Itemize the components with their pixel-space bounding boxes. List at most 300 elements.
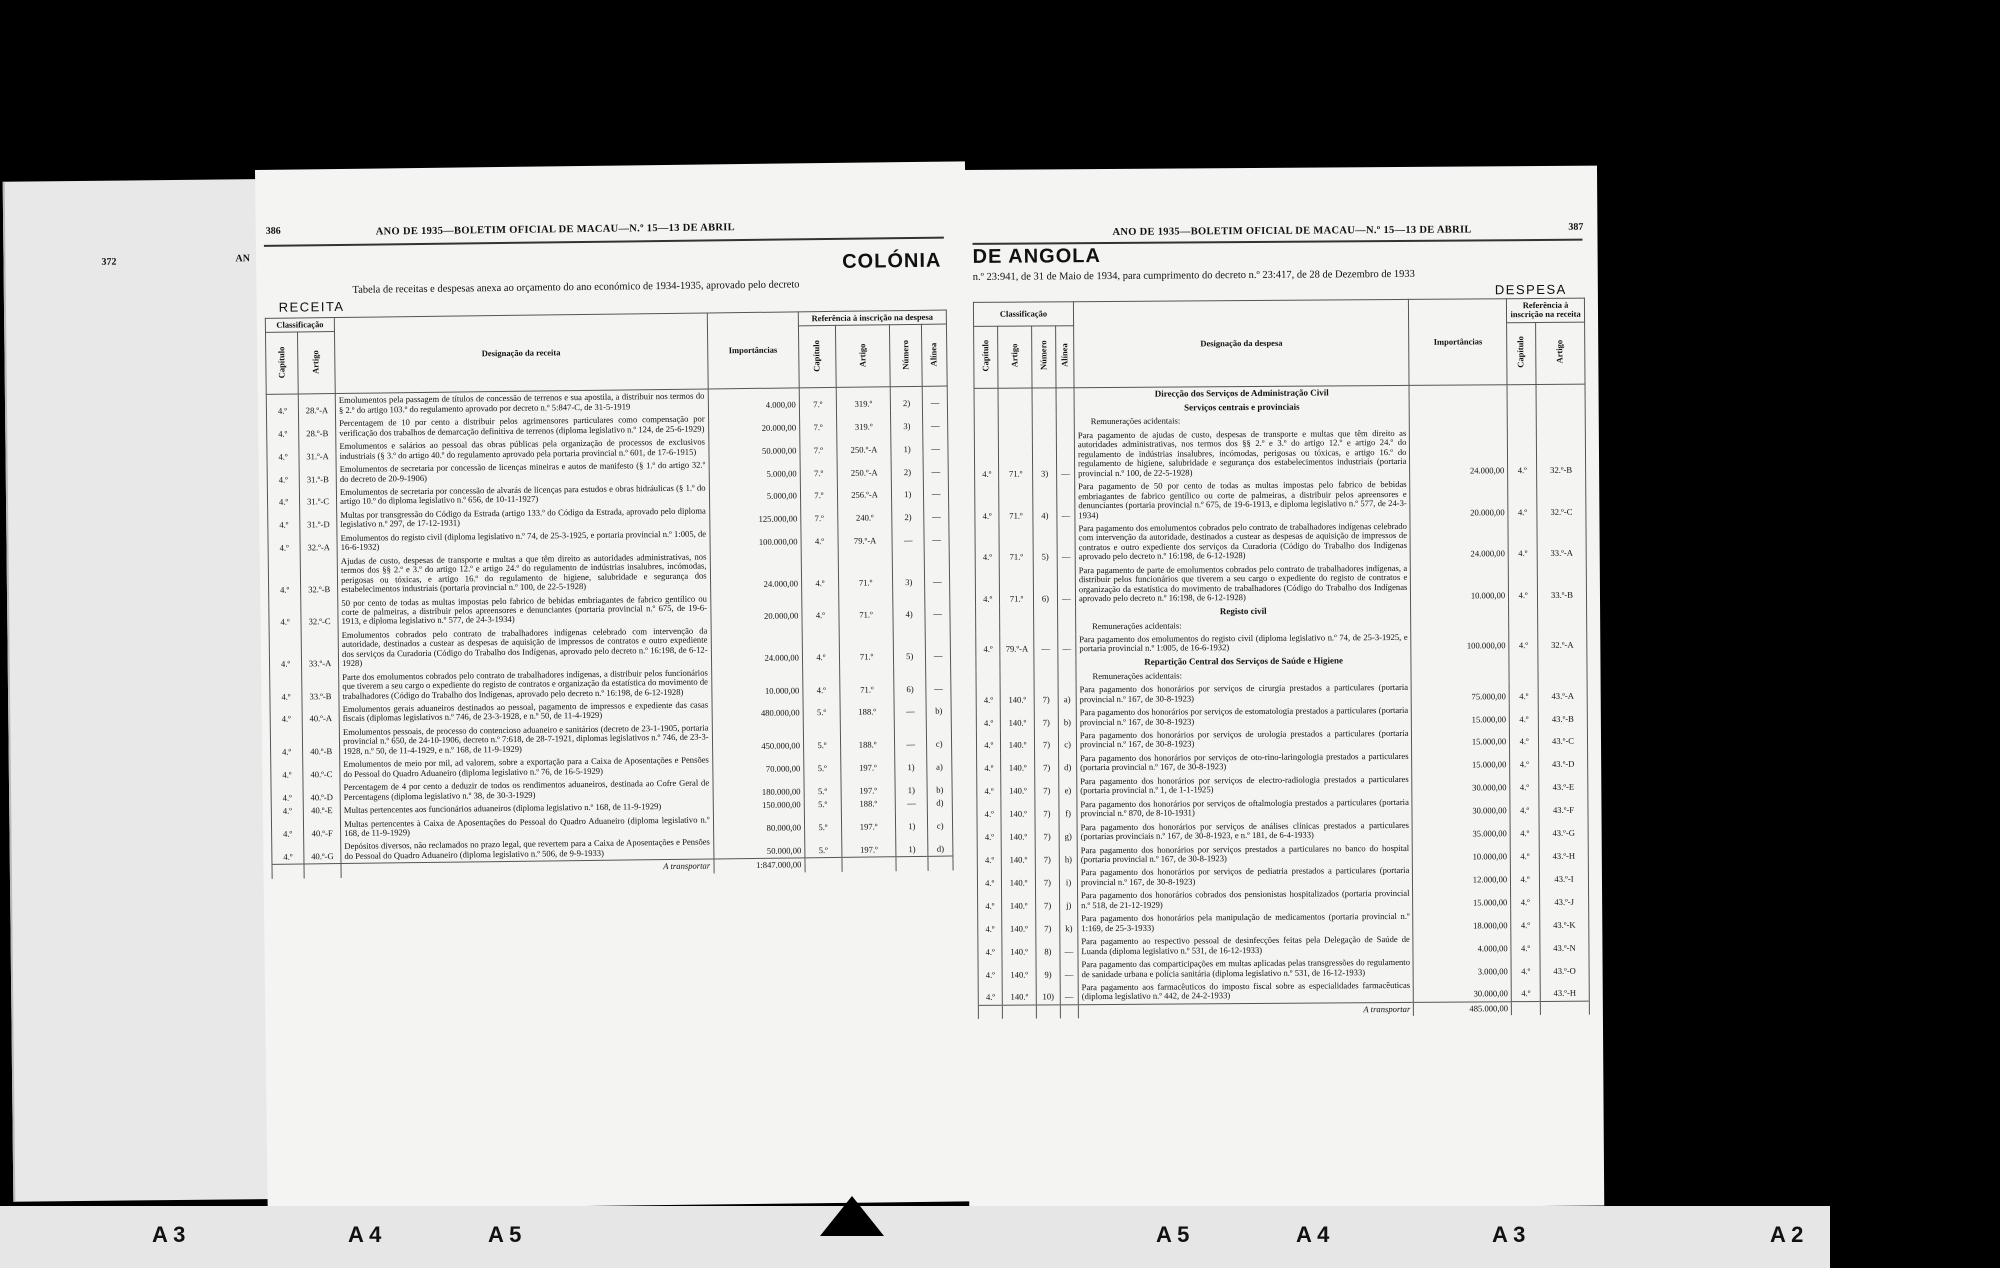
subheading: Remunerações acidentais: xyxy=(1076,668,1412,684)
frame-mark: A 4 xyxy=(348,1222,382,1247)
ref-alinea-cell: d) xyxy=(928,833,953,857)
numero-cell: — xyxy=(1033,633,1058,656)
ref-numero-cell: 5) xyxy=(893,622,926,664)
capitulo-cell: 4.º xyxy=(267,464,299,487)
ref-alinea-cell: — xyxy=(923,456,948,479)
ref-artigo-cell: 240.º xyxy=(838,502,893,526)
capitulo-cell: 4.º xyxy=(978,890,1003,913)
importancia-cell: 5.000,00 xyxy=(709,480,801,504)
referencia-header: Referência à inscrição na receita xyxy=(1507,298,1585,322)
ref-capitulo-header: Capítulo xyxy=(1515,336,1526,368)
importancia-cell: 70.000,00 xyxy=(712,753,804,777)
empty-cell xyxy=(1410,399,1508,414)
ref-artigo-cell: 43.º-D xyxy=(1539,749,1588,772)
designacao-cell: Para pagamento ao respectivo pessoal de desinfecções feitas pela Delegação de Saúde de Luanda (diploma legislativo n.º 531, de 16-12-1933) xyxy=(1078,933,1414,958)
empty-cell xyxy=(1509,653,1538,667)
importancia-cell: 3.000,00 xyxy=(1413,955,1511,979)
capitulo-cell: 4.º xyxy=(976,634,1001,657)
capitulo-cell: 4.º xyxy=(267,486,299,509)
ref-artigo-cell: 71.º xyxy=(839,590,894,623)
ref-alinea-cell: c) xyxy=(928,810,953,833)
ref-artigo-cell: 32.º-C xyxy=(1537,477,1586,519)
ref-numero-cell: 4) xyxy=(893,589,925,622)
designacao-cell: Multas por transgressão do Código da Estrada (artigo 133.º do Código da Estrada, aprovado pelo diploma legislativo n.º 297, de 17-12-1931) xyxy=(337,504,710,531)
ref-artigo-cell: 33.º-B xyxy=(1537,560,1586,602)
ref-artigo-cell: 43.º-H xyxy=(1539,840,1588,863)
numero-cell: 7) xyxy=(1035,798,1060,821)
artigo-cell: 40.º-C xyxy=(303,758,340,781)
designacao-cell: Para pagamento dos honorários por serviços prestados a particulares no banco do hospital (portaria provincial n.º 167, de 30-8-1923) xyxy=(1077,841,1413,866)
ref-artigo-cell: 43.º-A xyxy=(1538,680,1587,703)
designacao-cell: Multas pertencentes à Caixa de Aposentações do Pessoal do Quadro Aduaneiro (diploma legislativo n.º 168, de 11-9-1929) xyxy=(340,813,713,840)
capitulo-cell: 4.º xyxy=(270,703,302,726)
designacao-cell: Para pagamento dos honorários por serviços de pediatria prestados a particulares (portaria provincial n.º 167, de 30-8-1923) xyxy=(1077,864,1413,889)
artigo-cell: 140.º xyxy=(1001,684,1034,707)
ref-capitulo-cell: 4.º xyxy=(802,665,839,698)
alinea-cell: h) xyxy=(1059,844,1077,867)
importancia-cell: 150.000,00 xyxy=(713,798,804,813)
numero-cell: 7) xyxy=(1034,775,1059,798)
page-title: COLÓNIA xyxy=(842,249,942,273)
importancia-cell: 35.000,00 xyxy=(1412,818,1510,842)
right-page-number: 387 xyxy=(1568,221,1584,233)
importancias-header: Importâncias xyxy=(1409,299,1507,385)
ref-artigo-cell: 32.º-A xyxy=(1538,630,1587,653)
ref-alinea-cell: a) xyxy=(927,751,952,774)
numero-header: Número xyxy=(1037,340,1049,371)
ref-artigo-cell: 43.º-H xyxy=(1540,978,1589,1002)
ref-capitulo-cell: 4.º xyxy=(1509,630,1538,653)
capitulo-cell: 4.º xyxy=(976,707,1001,730)
ref-capitulo-cell: 4.º xyxy=(1511,909,1540,932)
ref-artigo-cell: 43.º-I xyxy=(1539,863,1588,886)
section-heading: Direcção dos Serviços de Administração Civil xyxy=(1074,385,1410,402)
importancia-cell: 10.000,00 xyxy=(711,665,803,698)
empty-cell xyxy=(974,388,999,403)
ref-artigo-cell: 188.º xyxy=(841,797,895,811)
designacao-cell: Para pagamento dos honorários por serviços de oto-rino-laringologia prestados a particulares (portaria provincial n.º 167, de 30-8-1923) xyxy=(1077,750,1413,775)
artigo-cell: 28.º-A xyxy=(298,394,335,418)
capitulo-cell: 4.º xyxy=(978,982,1003,1006)
ref-artigo-cell: 197.º xyxy=(841,811,896,835)
importancia-cell: 24.000,00 xyxy=(1410,519,1508,561)
designacao-header: Designação da receita xyxy=(334,313,707,394)
artigo-cell: 79.º-A xyxy=(1000,633,1033,656)
artigo-cell: 32.º-A xyxy=(300,532,337,555)
designacao-cell: Emolumentos e salários ao pessoal das obras públicas pela organização de processos de exclusivos industriais (§ 3.º do artigo 40.º do regulamento aprovado pela portaria provincial n.º 601, de 17-6-1915) xyxy=(336,436,709,463)
importancia-cell: 480.000,00 xyxy=(712,697,804,721)
designacao-cell: Para pagamento dos emolumentos cobrados pelo contrato de trabalhadores indígenas celebrado com intervenção da autoridade, destinados a custear as despesas de aquisição de impressos de contratos e outro expediente dos serviços da Curadoria (Código do Trabalho dos Indígenas aprovado pelo decreto n.º 16:198, de 6-12-1928) xyxy=(1075,520,1411,564)
section-heading: Repartição Central dos Serviços de Saúde e Higiene xyxy=(1076,654,1412,670)
designacao-cell: Para pagamento de parte de emolumentos cobrados pelo contrato de trabalhadores indígenas, a distribuir pelos funcionários que tiverem a seu cargo o expediente do registo de contratos e organização da estatística do movimento de trabalhadores (Código do Trabalho dos Indígenas aprovado pelo decreto n.º 16:198, de 6-12-1928) xyxy=(1075,562,1411,606)
ref-artigo-cell: 79.º-A xyxy=(838,525,893,549)
numero-cell: 7) xyxy=(1035,867,1060,890)
importancia-cell: 10.000,00 xyxy=(1413,841,1511,865)
designacao-cell: Para pagamento dos honorários por serviços de estomatologia prestados a particulares (portaria provincial n.º 167, de 30-8-1923) xyxy=(1076,704,1412,729)
ref-capitulo-cell: 4.º xyxy=(1511,978,1540,1002)
importancia-cell: 10.000,00 xyxy=(1411,561,1509,603)
ref-numero-cell: 1) xyxy=(895,751,927,774)
importancia-cell: 180.000,00 xyxy=(713,776,805,800)
ref-artigo-cell: 71.º xyxy=(838,548,893,590)
importancia-cell: 50.000,00 xyxy=(708,435,800,459)
frame-mark: A 2 xyxy=(1770,1222,1804,1247)
designacao-cell: Para pagamento dos emolumentos do registo civil (diploma legislativo n.º 74, de 25-3-1925, e portaria provincial n.º 1:005, de 16-6-1932) xyxy=(1076,631,1412,656)
subheading: Remunerações acidentais: xyxy=(1076,617,1412,633)
capitulo-cell: 4.º xyxy=(271,805,303,819)
empty-cell xyxy=(1411,653,1509,668)
empty-cell xyxy=(1536,412,1585,426)
importancia-cell: 24.000,00 xyxy=(710,549,802,592)
empty-cell xyxy=(1056,402,1074,416)
designacao-cell: Para pagamento dos honorários por serviços de urologia prestados a particulares (portaria provincial n.º 167, de 30-8-1923) xyxy=(1076,727,1412,752)
ref-numero-cell: 2) xyxy=(891,456,923,479)
ref-artigo-cell: 43.º-J xyxy=(1540,886,1589,909)
alinea-cell: b) xyxy=(1058,706,1076,729)
ref-alinea-cell: b) xyxy=(926,696,951,719)
strip-notch xyxy=(820,1196,884,1236)
importancia-cell: 12.000,00 xyxy=(1413,864,1511,888)
empty-cell xyxy=(1058,670,1076,684)
artigo-cell: 140.º xyxy=(1001,821,1034,844)
section-heading: Registo civil xyxy=(1075,604,1411,620)
left-page-receita xyxy=(255,161,978,1210)
ref-capitulo-cell: 4.º xyxy=(1510,795,1539,818)
empty-cell xyxy=(1509,667,1538,681)
capitulo-cell: 4.º xyxy=(978,959,1003,982)
empty-cell xyxy=(1538,616,1587,630)
section-heading: Serviços centrais e provinciais xyxy=(1074,399,1410,415)
ref-capitulo-cell: 4.º xyxy=(802,623,840,665)
ref-capitulo-cell: 7.º xyxy=(801,503,838,526)
right-running-head: ANO DE 1935—BOLETIM OFICIAL DE MACAU—N.º 15—13 DE ABRIL xyxy=(1112,224,1472,238)
alinea-cell: j) xyxy=(1060,890,1078,913)
ref-artigo-cell: 32.º-B xyxy=(1536,426,1585,478)
ref-artigo-cell: 197.º xyxy=(841,774,896,798)
total-value: 485.000,00 xyxy=(1414,1002,1512,1017)
capitulo-cell: 4.º xyxy=(975,481,1000,523)
frame-mark: A 5 xyxy=(1156,1222,1190,1247)
empty-cell xyxy=(1000,670,1033,684)
ref-numero-cell: 3) xyxy=(891,410,923,433)
capitulo-cell: 4.º xyxy=(974,430,999,481)
ref-capitulo-cell: 4.º xyxy=(1510,818,1539,841)
designacao-cell: Para pagamento dos honorários por serviços de electro-radiologia prestados a particulares (portaria provincial n.º 1, de 1-1-1925) xyxy=(1077,773,1413,798)
artigo-cell: 31.º-C xyxy=(299,486,336,509)
empty-cell xyxy=(1507,412,1536,426)
capitulo-cell: 4.º xyxy=(267,418,299,441)
ref-artigo-cell: 188.º xyxy=(840,696,895,720)
alinea-cell: g) xyxy=(1059,821,1077,844)
artigo-cell: 33.º-A xyxy=(301,629,339,671)
classificacao-header: Classificação xyxy=(973,302,1073,326)
despesa-table xyxy=(973,298,1590,1020)
importancia-cell: 80.000,00 xyxy=(713,812,805,836)
classificacao-header: Classificação xyxy=(265,318,334,333)
designacao-cell: Emolumentos de secretaria por concessão de licenças mineiras e autos de manifesto (§ 1.º do artigo 32.º do decreto de 20-9-1906) xyxy=(336,459,709,486)
ref-artigo-cell: 319.º xyxy=(836,387,891,411)
capitulo-cell: 4.º xyxy=(272,841,304,865)
designacao-cell: 50 por cento de todas as multas impostas pelo fabrico de bebidas embriagantes de fabrico gentílico ou corte de palmeiras, a distribuir pelos apreensores e denunciantes (portaria provincial n.º 675, de 19-6-1913, e diploma legislativo n.º 577, de 24-3-1934) xyxy=(338,592,711,629)
empty-cell xyxy=(1538,653,1587,667)
importancia-cell: 15.000,00 xyxy=(1412,749,1510,773)
ref-artigo-cell: 43.º-E xyxy=(1539,771,1588,794)
referencia-header: Referência à inscrição na despesa xyxy=(798,310,946,326)
empty-cell xyxy=(999,402,1032,416)
designacao-cell: Para pagamento dos honorários por serviços de oftalmologia prestados a particulares (portaria provincial n.º 870, de 8-10-1931) xyxy=(1077,796,1413,821)
importancias-header: Importâncias xyxy=(707,312,799,389)
numero-cell: 3) xyxy=(1032,429,1057,480)
ref-alinea-cell: c) xyxy=(927,718,952,751)
ref-alinea-cell: — xyxy=(922,386,947,410)
empty-cell xyxy=(1058,606,1076,620)
numero-cell: 10) xyxy=(1036,981,1061,1005)
ref-alinea-cell: — xyxy=(923,410,948,433)
ref-capitulo-cell: 4.º xyxy=(1509,703,1538,726)
total-label: A transportar xyxy=(341,859,714,878)
ref-artigo-cell: 71.º xyxy=(839,622,894,664)
importancia-cell: 20.000,00 xyxy=(708,412,800,436)
artigo-cell: 140.º xyxy=(1002,936,1035,959)
ref-numero-cell: 1) xyxy=(892,479,924,502)
importancia-cell: 450.000,00 xyxy=(712,720,804,753)
artigo-cell: 31.º-B xyxy=(299,463,336,486)
total-value: 1:847.000,00 xyxy=(714,858,805,873)
ref-capitulo-cell: 5.º xyxy=(803,697,840,720)
capitulo-cell: 4.º xyxy=(975,565,1000,607)
ref-capitulo-cell: 4.º xyxy=(1511,932,1540,955)
importancia-cell: 15.000,00 xyxy=(1412,703,1510,727)
header-rule xyxy=(264,237,944,247)
artigo-cell: 40.º-F xyxy=(303,818,340,841)
empty-cell xyxy=(1536,384,1585,399)
numero-cell: 7) xyxy=(1035,913,1060,936)
ref-alinea-cell: — xyxy=(926,663,951,696)
ref-capitulo-cell: 7.º xyxy=(800,480,837,503)
empty-cell xyxy=(976,620,1001,634)
capitulo-cell: 4.º xyxy=(976,730,1001,753)
alinea-cell: — xyxy=(1058,633,1076,656)
empty-cell xyxy=(1538,602,1587,616)
ref-artigo-cell: 71.º xyxy=(839,664,894,697)
empty-cell xyxy=(1509,617,1538,631)
empty-cell xyxy=(1507,399,1536,413)
designacao-cell: Emolumentos gerais aduaneiros destinados ao pessoal, pagamento de impressos e expediente das casas fiscais (diplomas legislativos n.º 746, de 23-3-1928, e n.º 50, de 11-4-1929) xyxy=(339,698,712,725)
ref-alinea-cell: — xyxy=(925,589,950,622)
ref-capitulo-cell: 4.º xyxy=(801,526,838,549)
capitulo-cell: 4.º xyxy=(977,821,1002,844)
empty-cell xyxy=(1034,670,1059,684)
importancia-cell: 20.000,00 xyxy=(710,591,802,624)
ref-numero-cell: 1) xyxy=(896,810,928,833)
alinea-cell: — xyxy=(1060,958,1078,981)
ref-capitulo-cell: 5.º xyxy=(804,798,841,812)
artigo-cell: 40.º-E xyxy=(303,804,340,818)
ref-artigo-cell: 197.º xyxy=(841,752,896,776)
ref-capitulo-cell: 4.º xyxy=(1508,561,1537,603)
capitulo-cell: 4.º xyxy=(271,759,303,782)
ref-capitulo-cell: 4.º xyxy=(1509,680,1538,703)
alinea-cell: f) xyxy=(1059,798,1077,821)
empty-cell xyxy=(1000,656,1033,670)
empty-cell xyxy=(1509,603,1538,617)
alinea-cell: — xyxy=(1057,480,1075,522)
artigo-cell: 71.º xyxy=(1000,564,1034,606)
designacao-cell: Para pagamento dos honorários por serviços de cirurgia prestados a particulares (portaria provincial n.º 167, de 30-8-1923) xyxy=(1076,681,1412,706)
ref-capitulo-cell: 7.º xyxy=(799,411,836,434)
designacao-cell: Para pagamento dos honorários por serviços de análises clínicas prestados a particulares (portarias provinciais n.º 167, de 30-8-1923, e n.º 181, de 6-4-1933) xyxy=(1077,819,1413,844)
capitulo-cell: 4.º xyxy=(269,629,302,671)
designacao-cell: Para pagamento de ajudas de custo, despesas de transporte e multas que têm direito as autoridades administrativas, nos termos dos §§ 2.º e 3.º do artigo 12.º e artigo 24.º do regulamento de indústrias insalubres, incómodas, perigosas ou tóxicas, e artigo 16.º do regulamento de higiene, salubridade e segurança dos estabelecimentos industriais (portaria provincial n.º 100, de 22-5-1928) xyxy=(1074,427,1410,481)
alinea-cell: — xyxy=(1060,981,1078,1005)
empty-cell xyxy=(1056,387,1074,402)
ref-artigo-cell: 43.º-O xyxy=(1540,955,1589,978)
capitulo-cell: 4.º xyxy=(976,684,1001,707)
numero-cell: 7) xyxy=(1034,706,1059,729)
page-subtitle: n.º 23:941, de 31 de Maio de 1934, para cumprimento do decreto n.º 23:417, de 28 de Dezembro de 1933 xyxy=(972,268,1415,283)
numero-cell: 7) xyxy=(1034,684,1059,707)
ref-artigo-header: Artigo xyxy=(1554,340,1565,364)
artigo-cell: 140.º xyxy=(1002,867,1035,890)
ref-alinea-cell: — xyxy=(924,479,949,502)
frame-mark: A 5 xyxy=(488,1222,522,1247)
capitulo-cell: 4.º xyxy=(268,532,300,555)
capitulo-cell: 4.º xyxy=(268,509,300,532)
designacao-cell: Emolumentos de secretaria por concessão de alvarás de licenças para estudos e obras hidráulicas (§ 1.º do artigo 10.º do diploma legislativo n.º 656, de 10-11-1927) xyxy=(336,481,709,508)
ref-artigo-cell: 43.º-N xyxy=(1540,932,1589,955)
empty-cell xyxy=(1536,398,1585,412)
alinea-cell: c) xyxy=(1059,729,1077,752)
designacao-cell: Emolumentos pessoais, de processo do contencioso aduaneiro e sanitários (decreto de 23-1-1905, portaria provincial n.º 650, de 24-10-1906, decreto n.º 7:618, de 28-7-1921, diplomas legislativos n.º 746, de 23-3-1928, n.º 50, de 11-4-1929, e n.º 168, de 11-9-1929) xyxy=(339,721,712,758)
importancia-cell: 100.000,00 xyxy=(710,526,802,550)
ref-numero-cell: 6) xyxy=(894,664,926,697)
numero-cell: 7) xyxy=(1035,890,1060,913)
ref-numero-cell: 3) xyxy=(892,548,925,590)
ref-artigo-header: Artigo xyxy=(857,343,868,368)
importancia-cell: 15.000,00 xyxy=(1413,887,1511,911)
importancia-cell: 24.000,00 xyxy=(711,623,803,666)
importancia-cell: 75.000,00 xyxy=(1412,680,1510,704)
artigo-cell: 140.º xyxy=(1001,730,1034,753)
ref-capitulo-header: Capítulo xyxy=(811,339,822,372)
table-row xyxy=(975,519,1586,565)
artigo-cell: 33.º-B xyxy=(302,671,339,704)
ref-numero-cell: — xyxy=(894,719,926,752)
designacao-cell: Parte dos emolumentos cobrados pelo contrato de trabalhadores indígenas, a distribuir pelos funcionários que tiverem a seu cargo o expediente do registo de contratos e organização da estatística do movimento de trabalhadores (Código do Trabalho dos Indígenas, aprovado pelo decreto n.º 16:198, de 6-12-1928) xyxy=(339,666,712,703)
capitulo-cell: 4.º xyxy=(266,394,298,418)
ref-numero-cell: 1) xyxy=(895,774,927,797)
empty-cell xyxy=(974,402,999,416)
ref-alinea-cell: d) xyxy=(927,797,952,811)
alinea-cell: a) xyxy=(1058,683,1076,706)
designacao-cell: Emolumentos cobrados pelo contrato de trabalhadores indígenas celebrado com intervenção da autoridade, destinados a custear as despesas de aquisição de impressos de contratos e outro expediente dos serviços da Curadoria (Código do Trabalho dos Indígenas, aprovado pelo decreto n.º 16:198, de 6-12-1928) xyxy=(338,624,711,670)
right-page-despesa xyxy=(962,166,1604,1210)
numero-cell: 9) xyxy=(1036,958,1061,981)
importancia-cell: 30.000,00 xyxy=(1412,795,1510,819)
back-page-header-fragment: AN xyxy=(235,253,251,265)
capitulo-cell: 4.º xyxy=(977,867,1002,890)
alinea-cell: — xyxy=(1057,522,1075,564)
alinea-cell: — xyxy=(1057,564,1075,606)
designacao-cell: Ajudas de custo, despesas de transporte e multas a que têm direito as autoridades administrativas, nos termos dos §§ 2.º e 3.º do artigo 12.º e artigo 24.º do regulamento de indústrias insalubres, incómodas, perigosas ou tóxicas, e artigo 16.º do regulamento de higiene, salubridade e segurança dos estabelecimentos industriais (portaria provincial n.º 100, de 22-5-1928) xyxy=(337,550,710,596)
left-running-head: ANO DE 1935—BOLETIM OFICIAL DE MACAU—N.º 15—13 DE ABRIL xyxy=(375,222,736,238)
capitulo-cell: 4.º xyxy=(977,844,1002,867)
ref-capitulo-cell: 4.º xyxy=(1510,772,1539,795)
artigo-cell: 140.º xyxy=(1001,775,1034,798)
numero-cell: 4) xyxy=(1032,481,1057,523)
empty-cell xyxy=(1056,416,1074,430)
alinea-header: Alínea xyxy=(1059,343,1070,368)
capitulo-cell: 4.º xyxy=(978,936,1003,959)
table-row xyxy=(974,426,1585,482)
designacao-cell: Para pagamento das comparticipações em multas aplicadas pelas transgressões do regulamento de sanidade urbana e polícia sanitária (diploma legislativo n.º 531, de 16-12-1933) xyxy=(1078,956,1414,981)
capitulo-cell: 4.º xyxy=(271,782,303,805)
importancia-cell: 4.000,00 xyxy=(708,388,800,413)
numero-cell: 7) xyxy=(1034,752,1059,775)
numero-cell: 7) xyxy=(1034,729,1059,752)
back-page-number: 372 xyxy=(101,256,117,268)
designacao-cell: Multas pertencentes aos funcionários aduaneiros (diploma legislativo n.º 168, de 11-9-1929) xyxy=(340,800,713,818)
empty-cell xyxy=(1000,606,1033,620)
empty-cell xyxy=(1410,413,1508,427)
ref-numero-cell: 2) xyxy=(890,387,922,411)
page-title: DE ANGOLA xyxy=(972,245,1101,268)
empty-cell xyxy=(1058,620,1076,634)
importancia-cell: 100.000,00 xyxy=(1411,630,1509,654)
table-row xyxy=(975,477,1586,523)
designacao-cell: Depósitos diversos, não reclamados no prazo legal, que revertem para a Caixa de Aposentações e Pensões do Pessoal do Quadro Aduaneiro (diploma legislativo n.º 506, de 9-9-1933) xyxy=(341,836,714,864)
ref-alinea-header: Alínea xyxy=(928,342,939,367)
ref-numero-cell: 1) xyxy=(891,433,923,456)
ref-capitulo-cell: 7.º xyxy=(800,434,837,457)
artigo-cell: 140.º xyxy=(1001,798,1034,821)
empty-cell xyxy=(1032,388,1057,403)
empty-cell xyxy=(1411,603,1509,618)
header-rule xyxy=(973,239,1583,245)
empty-cell xyxy=(1538,666,1587,680)
ref-alinea-cell: — xyxy=(923,433,948,456)
ref-artigo-cell: 43.º-K xyxy=(1540,909,1589,932)
artigo-cell: 31.º-A xyxy=(299,440,336,463)
empty-cell xyxy=(1411,617,1509,631)
designacao-cell: Percentagem de 4 por cento a deduzir de todos os rendimentos aduaneiros, destinada ao Cofre Geral de Percentagens (diploma legislativo n.º 38, de 30-3-1929) xyxy=(340,777,713,804)
subheading: Remunerações acidentais: xyxy=(1074,413,1410,429)
ref-artigo-cell: 33.º-A xyxy=(1537,519,1586,561)
designacao-cell: Para pagamento de 50 por cento de todas as multas impostas pelo fabrico de bebidas embriagantes de fabrico gentílico ou corte de palmeiras, a distribuir pelos apreensores e denunciantes (portaria provincial n.º 675, de 19-6-1913, e diploma legislativo n.º 577, de 24-3-1934) xyxy=(1075,478,1411,522)
artigo-cell: 140.º xyxy=(1002,890,1035,913)
total-label: A transportar xyxy=(1078,1002,1414,1018)
ref-capitulo-cell: 4.º xyxy=(1511,863,1540,886)
alinea-cell: i) xyxy=(1060,867,1078,890)
ref-numero-header: Número xyxy=(900,339,911,370)
numero-cell: 7) xyxy=(1035,844,1060,867)
empty-cell xyxy=(1058,656,1076,670)
ref-capitulo-cell: 4.º xyxy=(802,590,839,623)
artigo-cell: 31.º-D xyxy=(300,509,337,532)
empty-cell xyxy=(974,416,999,430)
artigo-header: Artigo xyxy=(1009,343,1020,368)
ref-artigo-cell: 43.º-B xyxy=(1538,703,1587,726)
ref-artigo-cell: 43.º-G xyxy=(1539,817,1588,840)
capitulo-header: Capítulo xyxy=(276,346,287,379)
artigo-cell: 140.º xyxy=(1001,707,1034,730)
section-label: RECEITA xyxy=(278,298,345,315)
ref-artigo-cell: 188.º xyxy=(840,719,895,752)
ref-capitulo-cell: 4.º xyxy=(1508,477,1537,519)
designacao-header: Designação da despesa xyxy=(1073,299,1409,387)
ref-capitulo-cell: 4.º xyxy=(1511,886,1540,909)
artigo-cell: 140.º xyxy=(1002,959,1035,982)
